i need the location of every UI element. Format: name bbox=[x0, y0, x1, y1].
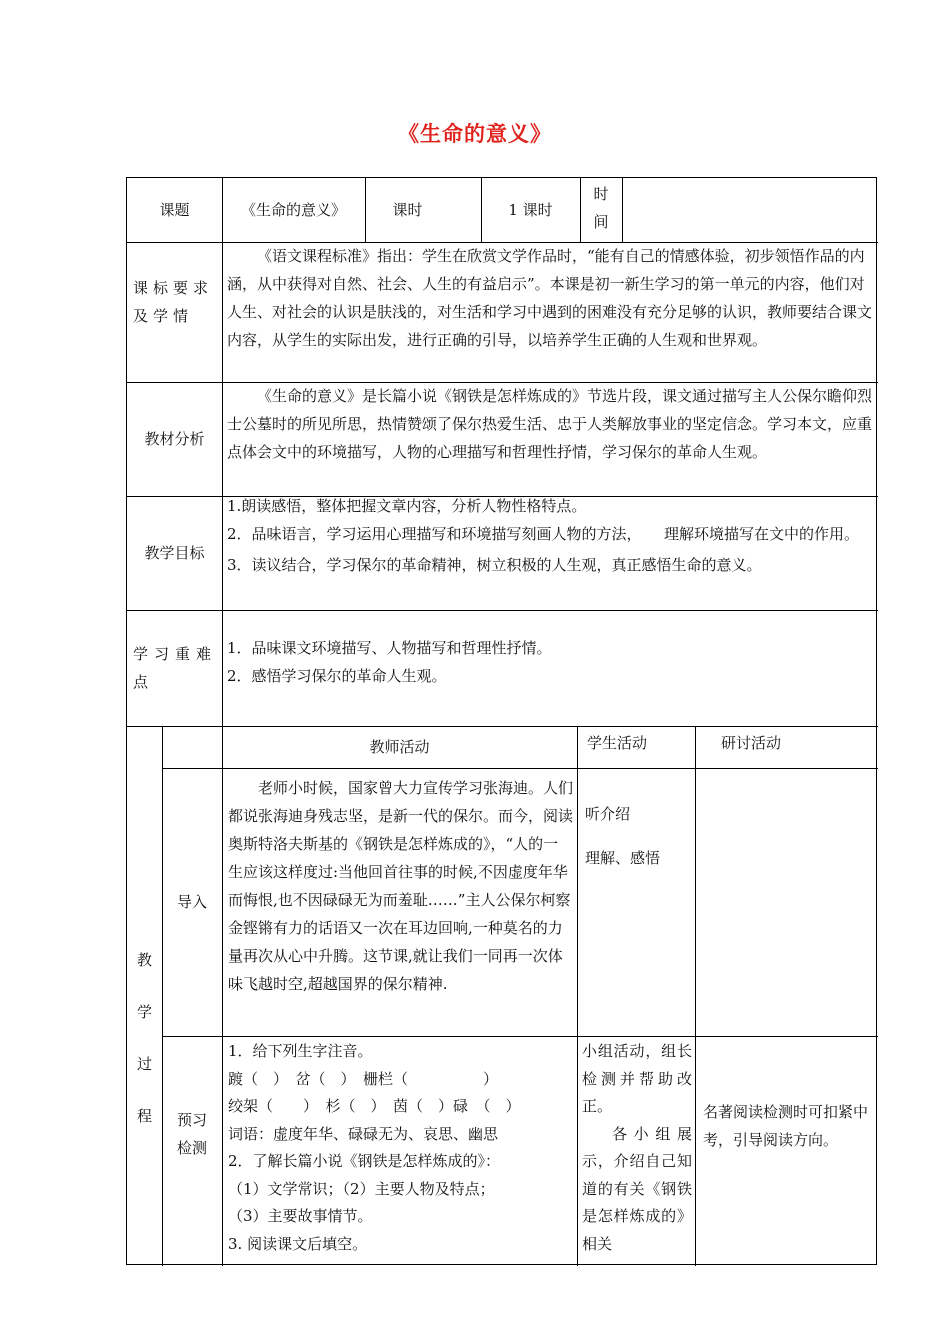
time-label bbox=[580, 180, 622, 242]
preview-student bbox=[582, 1038, 692, 1264]
lesson-plan-table bbox=[126, 177, 877, 1265]
time-label-char: 时 bbox=[593, 185, 609, 203]
goal-item: 3．读议结合，学习保尔的革命精神，树立积极的人生观，真正感悟生命的意义。 bbox=[227, 556, 762, 574]
intro-teacher-text: 老师小时候，国家曾大力宣传学习张海迪。人们都说张海迪身残志坚，是新一代的保尔。而今，阅读奥斯特洛夫斯基的《钢铁是怎样炼成的》，“人的一生应该这样度过:当他回首往事的时候,不因虚度年华而悔恨,也不因碌碌无为而羞耻……”主人公保尔柯察金铿锵有力的话语又一次在耳边回响,一种莫名的力量再次从心中升腾。这节课,就让我们一同再一次体味飞越时空,超越国界的保尔精神. bbox=[228, 779, 574, 993]
intro-student bbox=[585, 800, 693, 880]
intro-label: 导入 bbox=[176, 893, 207, 911]
col-divider bbox=[222, 178, 223, 726]
col-divider bbox=[695, 726, 696, 1266]
preview-line: 3. 阅读课文后填空。 bbox=[228, 1234, 368, 1253]
col-divider bbox=[577, 726, 578, 1266]
preview-student-text: 各小组展示，介绍自己知道的有关《钢铁是怎样炼成的》相关 bbox=[582, 1124, 692, 1253]
goal-item: 1.朗读感悟，整体把握文章内容，分析人物性格特点。 bbox=[227, 497, 587, 515]
intro-teacher bbox=[228, 772, 573, 1034]
preview-line: 1．给下列生字注音。 bbox=[228, 1042, 373, 1060]
process-label-char: 学 bbox=[136, 1003, 152, 1021]
period-label: 课时 bbox=[392, 201, 423, 219]
focus-item: 2．感悟学习保尔的革命人生观。 bbox=[227, 667, 447, 685]
material-text bbox=[227, 378, 872, 496]
preview-line: （1）文学常识；（2）主要人物及特点； bbox=[228, 1179, 495, 1198]
process-label-char: 程 bbox=[136, 1107, 152, 1125]
standards-label: 课标要求及学情 bbox=[133, 279, 214, 325]
process-label bbox=[127, 934, 162, 1164]
topic-value: 《生命的意义》 bbox=[240, 201, 346, 219]
time-label-char: 间 bbox=[593, 213, 609, 231]
col-teacher-header: 教师活动 bbox=[369, 738, 430, 756]
preview-line: 2．了解长篇小说《钢铁是怎样炼成的》： bbox=[228, 1152, 501, 1170]
focus-item: 1．品味课文环境描写、人物描写和哲理性抒情。 bbox=[227, 639, 552, 657]
col-divider bbox=[222, 726, 223, 1266]
intro-student-line: 理解、感悟 bbox=[585, 849, 661, 867]
intro-research bbox=[701, 772, 871, 1032]
goal-item: 2．品味语言，学习运用心理描写和环境描写刻画人物的方法， 理解环境描写在文中的作用。 bbox=[227, 525, 860, 543]
row-divider bbox=[127, 610, 878, 611]
page-title: 《生命的意义》 bbox=[398, 121, 552, 146]
goals-label: 教学目标 bbox=[144, 544, 205, 562]
standards-text bbox=[227, 238, 872, 378]
preview-label-line: 检测 bbox=[176, 1139, 207, 1157]
row-divider bbox=[162, 768, 878, 769]
goals-list bbox=[227, 492, 872, 610]
preview-research: 名著阅读检测时可扣紧中考，引导阅读方向。 bbox=[703, 1103, 869, 1149]
preview-line: （3）主要故事情节。 bbox=[228, 1207, 373, 1225]
preview-line: 踱（ ） 岔（ ） 栅栏（ ） bbox=[228, 1069, 499, 1088]
preview-teacher bbox=[228, 1038, 573, 1264]
focus-label: 学习重难点 bbox=[133, 645, 218, 691]
process-label-char: 过 bbox=[136, 1055, 152, 1073]
col-student-header: 学生活动 bbox=[587, 734, 648, 752]
preview-student-text: 小组活动，组长检测并帮助改正。 bbox=[582, 1042, 692, 1115]
preview-label-line: 预习 bbox=[176, 1111, 207, 1129]
row-divider bbox=[162, 1036, 878, 1037]
topic-label: 课题 bbox=[159, 201, 190, 219]
material-paragraph: 《生命的意义》是长篇小说《钢铁是怎样炼成的》节选片段，课文通过描写主人公保尔瞻仰烈士公墓时的所见所思，热情赞颂了保尔热爱生活、忠于人类解放事业的坚定信念。学习本文，应重点体会文中的环境描写，人物的心理描写和哲理性抒情，学习保尔的革命人生观。 bbox=[227, 387, 873, 461]
preview-label bbox=[162, 1106, 222, 1166]
material-label: 教材分析 bbox=[144, 430, 205, 448]
standards-paragraph: 《语文课程标准》指出：学生在欣赏文学作品时，“能有自己的情感体验，初步领悟作品的内涵，从中获得对自然、社会、人生的有益启示”。本课是初一新生学习的第一单元的内容，他们对人生、对社会的认识是肤浅的，对生活和学习中遇到的困难没有充分足够的认识，教师要结合课文内容，从学生的实际出发，进行正确的引导，以培养学生正确的人生观和世界观。 bbox=[227, 247, 873, 349]
col-research-header: 研讨活动 bbox=[721, 734, 782, 752]
preview-line: 绞架（ ） 杉（ ） 茵（ ）碌 （ ） bbox=[228, 1097, 521, 1115]
focus-list bbox=[227, 634, 872, 714]
time-value bbox=[622, 178, 878, 242]
intro-student-line: 听介绍 bbox=[585, 805, 631, 823]
preview-line: 词语：虚度年华、碌碌无为、哀思、幽思 bbox=[228, 1124, 499, 1143]
period-value: 1 课时 bbox=[508, 201, 553, 219]
process-label-char: 教 bbox=[136, 951, 152, 969]
